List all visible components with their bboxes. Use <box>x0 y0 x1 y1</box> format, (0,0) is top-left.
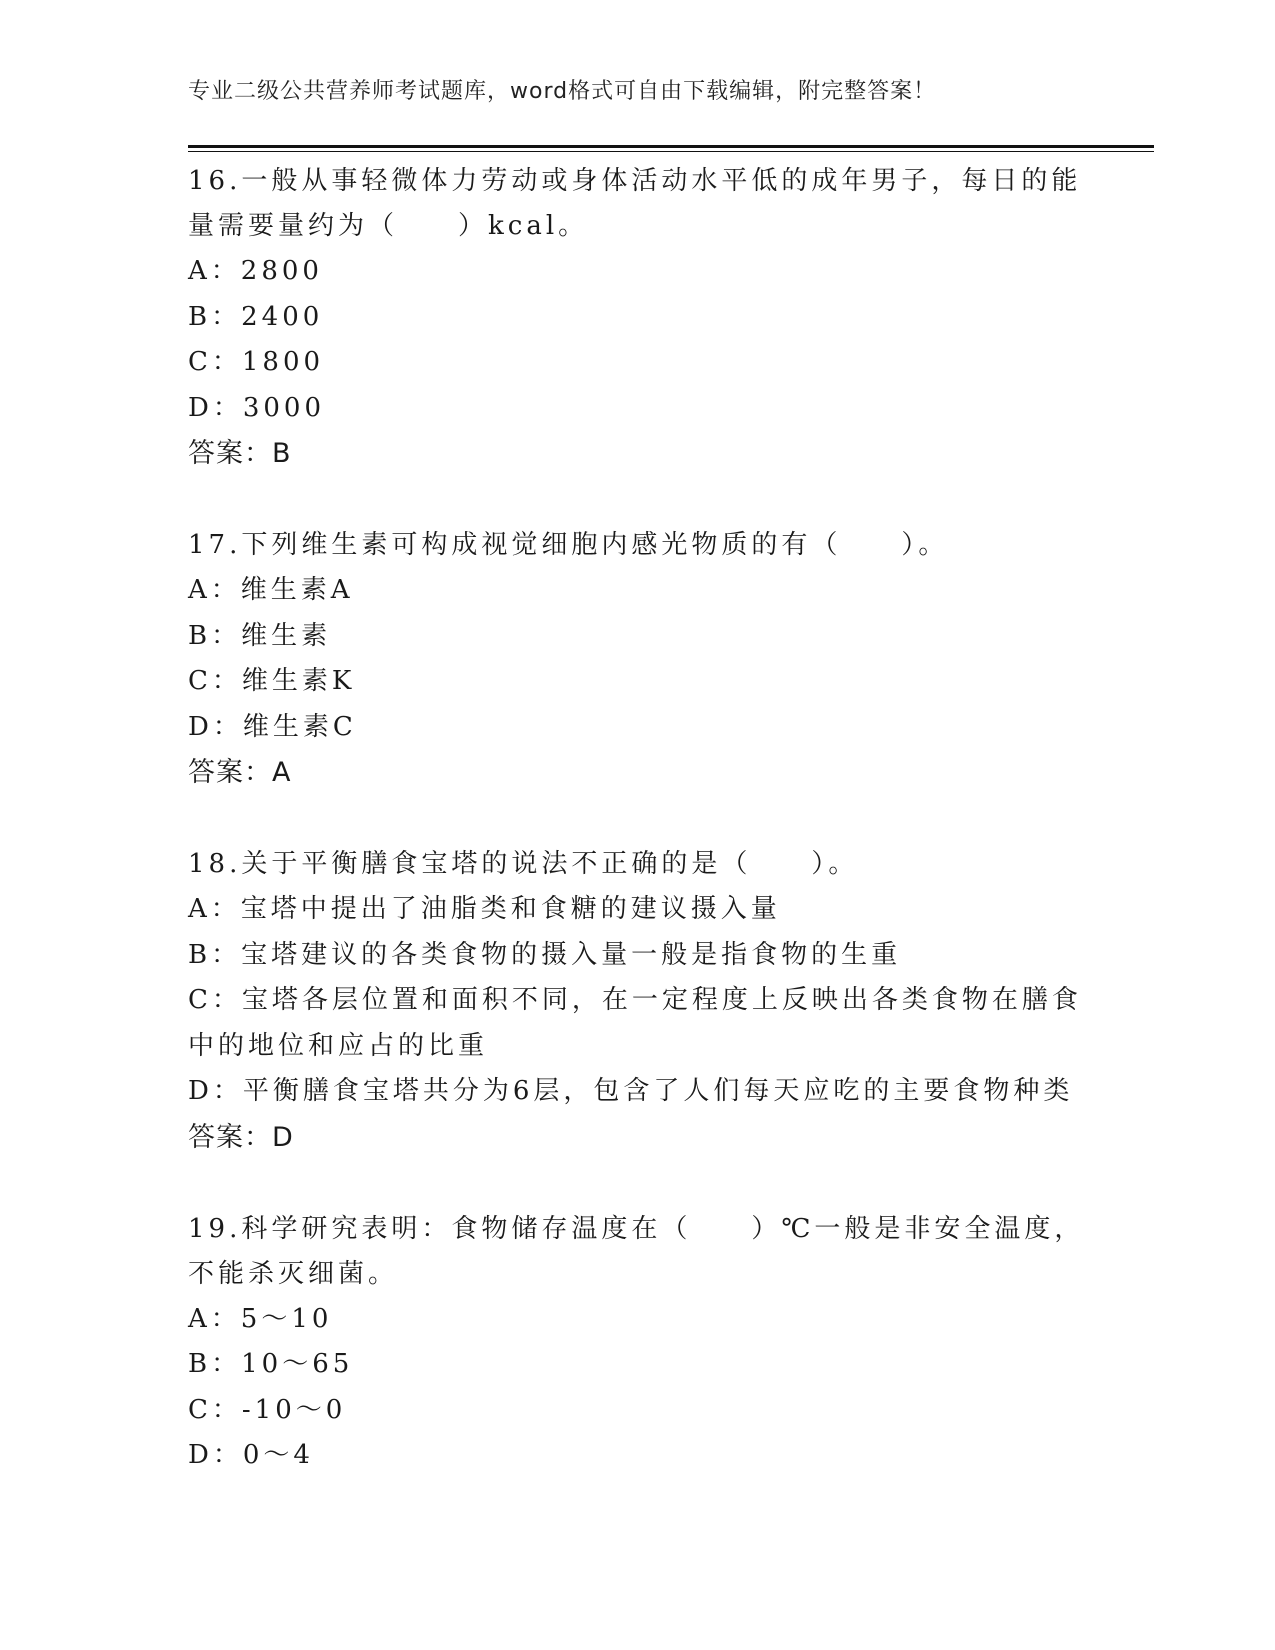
question-spacer <box>188 476 1088 523</box>
answer-line: 答案：D <box>188 1121 294 1153</box>
page-header: 专业二级公共营养师考试题库，word格式可自由下载编辑，附完整答案！ <box>188 79 937 104</box>
question-stem: 19.科学研究表明：食物储存温度在（ ）℃一般是非安全温度，不能杀灭细菌。 <box>188 1213 1085 1289</box>
question-17 <box>188 523 1088 795</box>
question-stem: 18.关于平衡膳食宝塔的说法不正确的是（ ）。 <box>188 849 859 879</box>
answer-line: 答案：B <box>188 438 292 469</box>
option-a: A：宝塔中提出了油脂类和食糖的建议摄入量 <box>188 894 781 924</box>
question-spacer <box>188 795 1088 842</box>
option-d: D：平衡膳食宝塔共分为6层，包含了人们每天应吃的主要食物种类 <box>188 1076 1074 1106</box>
question-stem: 17.下列维生素可构成视觉细胞内感光物质的有（ ）。 <box>188 530 949 560</box>
option-d: D：3000 <box>188 392 326 423</box>
option-a: A：2800 <box>188 256 323 286</box>
option-b: B：宝塔建议的各类食物的摄入量一般是指食物的生重 <box>188 939 902 970</box>
question-list <box>188 159 1088 1479</box>
question-19 <box>188 1207 1088 1479</box>
question-16 <box>188 159 1088 476</box>
header-divider-thick <box>188 145 1154 148</box>
option-a: A：5～10 <box>188 1303 333 1334</box>
option-c: C：维生素K <box>188 666 356 696</box>
question-18 <box>188 842 1088 1160</box>
header-divider-thin <box>188 151 1154 152</box>
option-c: C：-10～0 <box>188 1394 347 1425</box>
question-spacer <box>188 1160 1088 1207</box>
option-a: A：维生素A <box>188 575 354 605</box>
option-b: B：2400 <box>188 301 324 332</box>
option-d: D：维生素C <box>188 711 357 742</box>
question-stem: 16.一般从事轻微体力劳动或身体活动水平低的成年男子，每日的能量需要量约为（ ）kcal。 <box>188 166 1082 241</box>
answer-line: 答案：A <box>188 757 292 788</box>
option-c: C：1800 <box>188 347 325 377</box>
option-c: C：宝塔各层位置和面积不同，在一定程度上反映出各类食物在膳食中的地位和应占的比重 <box>188 985 1082 1061</box>
option-d: D：0～4 <box>188 1440 314 1470</box>
option-b: B：维生素 <box>188 620 332 651</box>
option-b: B：10～65 <box>188 1349 354 1379</box>
